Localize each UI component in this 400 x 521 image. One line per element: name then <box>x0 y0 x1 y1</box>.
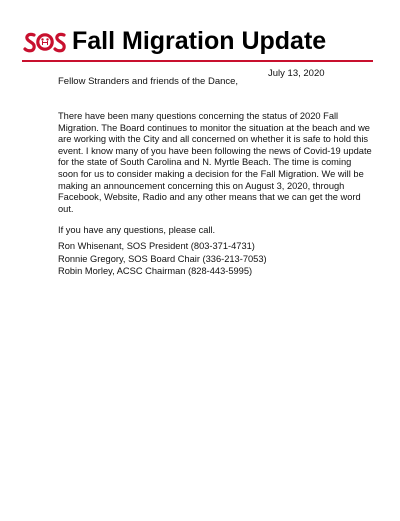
page-title: Fall Migration Update <box>72 27 327 55</box>
sos-logo-icon <box>22 30 68 54</box>
signature-block <box>58 240 267 278</box>
closing-line: If you have any questions, please call. <box>58 225 216 235</box>
body-paragraph: There have been many questions concerning the status of 2020 Fall Migration. The Board continues to monitor the situation at the beach and we are working with the City and all concerned on whether it is safe to hold this event. I know many of you have been following the news of Covid-19 update for the state of South Carolina and N. Myrtle Beach. The time is coming soon for us to consider making a decision for the Fall Migration. We will be making an announcement concerning this on August 3, 2020, through Facebook, Website, Radio and any other means that we can get the word out. <box>58 111 372 214</box>
signature-line: Ronnie Gregory, SOS Board Chair (336-213-7053) <box>58 253 267 264</box>
letterhead <box>22 27 378 61</box>
signature-line: Ron Whisenant, SOS President (803-371-4731) <box>58 241 255 251</box>
header-divider <box>22 60 373 62</box>
letter-date: July 13, 2020 <box>268 68 325 79</box>
salutation: Fellow Stranders and friends of the Dance, <box>58 76 239 87</box>
signature-line: Robin Morley, ACSC Chairman (828-443-5995) <box>58 266 253 276</box>
